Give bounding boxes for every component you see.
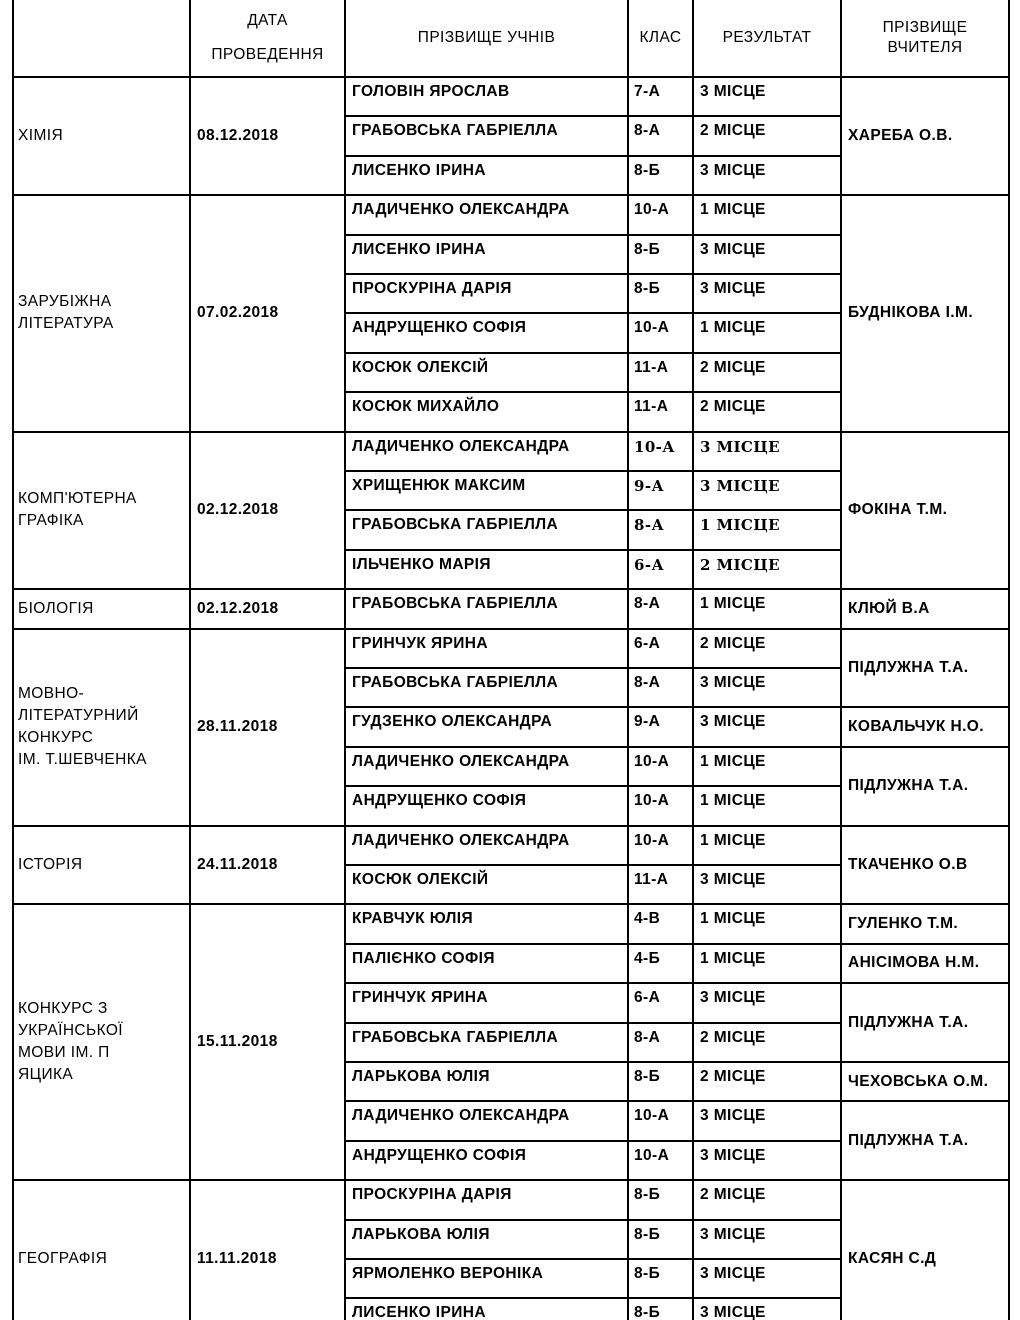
student-name-cell: ЯРМОЛЕНКО ВЕРОНІКА — [344, 1258, 629, 1299]
student-name-cell: АНДРУЩЕНКО СОФІЯ — [344, 1140, 629, 1181]
subject-cell — [12, 431, 191, 591]
class-cell: 8-Б — [627, 1061, 694, 1102]
date-cell — [189, 194, 346, 432]
result-cell: 3 МІСЦЕ — [692, 667, 842, 708]
class-cell: 8-А — [627, 1022, 694, 1063]
class-cell: 10-А — [627, 746, 694, 787]
subject-label: ІСТОРІЯ — [18, 855, 83, 873]
student-name-cell: АНДРУЩЕНКО СОФІЯ — [344, 312, 629, 353]
student-name-cell: ЛАДИЧЕНКО ОЛЕКСАНДРА — [344, 746, 629, 787]
teacher-name: КОВАЛЬЧУК Н.О. — [848, 718, 984, 736]
result-cell: 2 МІСЦЕ — [692, 352, 842, 393]
student-name-cell: ЛАРЬКОВА ЮЛІЯ — [344, 1061, 629, 1102]
class-cell: 10-А — [627, 1100, 694, 1141]
subject-cell — [12, 903, 191, 1181]
result-cell: 3 МІСЦЕ — [692, 155, 842, 196]
header-students-label: ПРІЗВИЩЕ УЧНІВ — [417, 29, 556, 46]
student-name-cell: ІЛЬЧЕНКО МАРІЯ — [344, 549, 629, 590]
result-cell: 1 МІСЦЕ — [692, 509, 842, 550]
teacher-name: ПІДЛУЖНА Т.А. — [848, 658, 969, 676]
result-cell: 1 МІСЦЕ — [692, 785, 842, 826]
teacher-name: ГУЛЕНКО Т.М. — [848, 915, 959, 933]
teacher-name: ЧЕХОВСЬКА О.М. — [848, 1072, 989, 1090]
subject-cell — [12, 588, 191, 629]
teacher-cell — [840, 825, 1010, 906]
date-label: 15.11.2018 — [197, 1033, 278, 1051]
class-cell: 6-А — [627, 982, 694, 1023]
subject-cell — [12, 76, 191, 196]
teacher-cell — [840, 1061, 1010, 1102]
teacher-name: ФОКІНА Т.М. — [848, 501, 948, 519]
teacher-cell — [840, 194, 1010, 432]
teacher-cell — [840, 431, 1010, 591]
teacher-name: ХАРЕБА О.В. — [848, 127, 953, 145]
date-cell — [189, 1179, 346, 1320]
class-cell: 7-А — [627, 76, 694, 117]
student-name-cell: ЛИСЕНКО ІРИНА — [344, 155, 629, 196]
student-name-cell: ГРАБОВСЬКА ГАБРІЕЛЛА — [344, 509, 629, 550]
subject-label: ХІМІЯ — [18, 127, 64, 145]
result-cell: 3 МІСЦЕ — [692, 1100, 842, 1141]
class-cell: 9-А — [627, 470, 694, 511]
student-name-cell: ЛАДИЧЕНКО ОЛЕКСАНДРА — [344, 825, 629, 866]
student-name-cell: ПАЛІЄНКО СОФІЯ — [344, 943, 629, 984]
student-name-cell: ГРИНЧУК ЯРИНА — [344, 628, 629, 669]
result-cell: 3 МІСЦЕ — [692, 982, 842, 1023]
student-name-cell: ГУДЗЕНКО ОЛЕКСАНДРА — [344, 706, 629, 747]
subject-cell — [12, 628, 191, 827]
class-cell: 8-Б — [627, 1258, 694, 1299]
class-cell: 8-А — [627, 667, 694, 708]
result-cell: 1 МІСЦЕ — [692, 943, 842, 984]
student-name-cell: КОСЮК ОЛЕКСІЙ — [344, 352, 629, 393]
result-cell: 2 МІСЦЕ — [692, 1179, 842, 1220]
result-cell: 2 МІСЦЕ — [692, 1022, 842, 1063]
header-subject — [12, 0, 191, 78]
result-cell: 1 МІСЦЕ — [692, 194, 842, 235]
teacher-name: ТКАЧЕНКО О.В — [848, 855, 968, 873]
result-cell: 3 МІСЦЕ — [692, 431, 842, 472]
class-cell: 8-Б — [627, 273, 694, 314]
date-label: 07.02.2018 — [197, 304, 279, 322]
student-name-cell: КОСЮК МИХАЙЛО — [344, 391, 629, 432]
class-cell: 6-А — [627, 549, 694, 590]
class-cell: 8-Б — [627, 1179, 694, 1220]
teacher-name: АНІСІМОВА Н.М. — [848, 954, 980, 972]
result-cell: 3 МІСЦЕ — [692, 706, 842, 747]
class-cell: 8-Б — [627, 234, 694, 275]
result-cell: 1 МІСЦЕ — [692, 903, 842, 944]
class-cell: 10-А — [627, 194, 694, 235]
subject-label: МОВНО- ЛІТЕРАТУРНИЙ КОНКУРС ІМ. Т.ШЕВЧЕНКА — [18, 685, 147, 769]
result-cell: 3 МІСЦЕ — [692, 76, 842, 117]
date-label: 24.11.2018 — [197, 855, 278, 873]
header-teacher — [840, 0, 1010, 78]
result-cell: 1 МІСЦЕ — [692, 588, 842, 629]
teacher-cell — [840, 903, 1010, 944]
result-cell: 3 МІСЦЕ — [692, 470, 842, 511]
teacher-name: БУДНІКОВА І.М. — [848, 304, 974, 322]
teacher-cell — [840, 1179, 1010, 1320]
student-name-cell: АНДРУЩЕНКО СОФІЯ — [344, 785, 629, 826]
class-cell: 8-Б — [627, 1219, 694, 1260]
teacher-name: ПІДЛУЖНА Т.А. — [848, 777, 969, 795]
class-cell: 8-А — [627, 588, 694, 629]
result-cell: 2 МІСЦЕ — [692, 1061, 842, 1102]
class-cell: 10-А — [627, 312, 694, 353]
result-cell: 3 МІСЦЕ — [692, 1219, 842, 1260]
teacher-name: ПІДЛУЖНА Т.А. — [848, 1131, 969, 1149]
header-class-label: КЛАС — [639, 29, 682, 46]
class-cell: 4-Б — [627, 943, 694, 984]
student-name-cell: ГРАБОВСЬКА ГАБРІЕЛЛА — [344, 115, 629, 156]
student-name-cell: КРАВЧУК ЮЛІЯ — [344, 903, 629, 944]
header-date — [189, 0, 346, 78]
subject-label: КОМП'ЮТЕРНА ГРАФІКА — [18, 490, 137, 530]
teacher-cell — [840, 746, 1010, 827]
result-cell: 2 МІСЦЕ — [692, 628, 842, 669]
date-cell — [189, 903, 346, 1181]
teacher-cell — [840, 588, 1010, 629]
header-result — [692, 0, 842, 78]
teacher-name: КЛЮЙ В.А — [848, 599, 930, 617]
teacher-name: ПІДЛУЖНА Т.А. — [848, 1013, 969, 1031]
header-class — [627, 0, 694, 78]
result-cell: 3 МІСЦЕ — [692, 1258, 842, 1299]
teacher-cell — [840, 706, 1010, 747]
result-cell: 3 МІСЦЕ — [692, 1297, 842, 1320]
student-name-cell: ЛИСЕНКО ІРИНА — [344, 234, 629, 275]
class-cell: 8-Б — [627, 1297, 694, 1320]
subject-cell — [12, 825, 191, 906]
date-label: 08.12.2018 — [197, 127, 279, 145]
header-date-label: ДАТА ПРОВЕДЕННЯ — [211, 12, 324, 63]
teacher-cell — [840, 943, 1010, 984]
subject-label: ЗАРУБІЖНА ЛІТЕРАТУРА — [18, 293, 114, 333]
subject-label: БІОЛОГІЯ — [18, 599, 94, 617]
student-name-cell: ГРАБОВСЬКА ГАБРІЕЛЛА — [344, 588, 629, 629]
class-cell: 9-А — [627, 706, 694, 747]
result-cell: 2 МІСЦЕ — [692, 549, 842, 590]
result-cell: 3 МІСЦЕ — [692, 1140, 842, 1181]
date-cell — [189, 628, 346, 827]
subject-cell — [12, 1179, 191, 1320]
class-cell: 10-А — [627, 431, 694, 472]
header-teacher-label: ПРІЗВИЩЕ ВЧИТЕЛЯ — [882, 19, 968, 56]
date-cell — [189, 431, 346, 591]
class-cell: 11-А — [627, 352, 694, 393]
date-cell — [189, 76, 346, 196]
class-cell: 4-В — [627, 903, 694, 944]
class-cell: 10-А — [627, 825, 694, 866]
result-cell: 3 МІСЦЕ — [692, 273, 842, 314]
class-cell: 11-А — [627, 864, 694, 905]
student-name-cell: ГРАБОВСЬКА ГАБРІЕЛЛА — [344, 667, 629, 708]
teacher-cell — [840, 1100, 1010, 1181]
class-cell: 10-А — [627, 785, 694, 826]
student-name-cell: КОСЮК ОЛЕКСІЙ — [344, 864, 629, 905]
date-label: 02.12.2018 — [197, 599, 279, 617]
class-cell: 8-А — [627, 115, 694, 156]
class-cell: 6-А — [627, 628, 694, 669]
date-label: 28.11.2018 — [197, 718, 278, 736]
date-label: 02.12.2018 — [197, 501, 279, 519]
subject-cell — [12, 194, 191, 432]
result-cell: 1 МІСЦЕ — [692, 746, 842, 787]
student-name-cell: ЛАДИЧЕНКО ОЛЕКСАНДРА — [344, 431, 629, 472]
student-name-cell: ГРАБОВСЬКА ГАБРІЕЛЛА — [344, 1022, 629, 1063]
header-students — [344, 0, 629, 78]
result-cell: 1 МІСЦЕ — [692, 825, 842, 866]
teacher-cell — [840, 628, 1010, 709]
teacher-cell — [840, 76, 1010, 196]
student-name-cell: ГОЛОВІН ЯРОСЛАВ — [344, 76, 629, 117]
student-name-cell: ЛАДИЧЕНКО ОЛЕКСАНДРА — [344, 194, 629, 235]
class-cell: 8-А — [627, 509, 694, 550]
result-cell: 2 МІСЦЕ — [692, 391, 842, 432]
result-cell: 3 МІСЦЕ — [692, 864, 842, 905]
teacher-cell — [840, 982, 1010, 1063]
date-cell — [189, 588, 346, 629]
result-cell: 2 МІСЦЕ — [692, 115, 842, 156]
date-cell — [189, 825, 346, 906]
result-cell: 1 МІСЦЕ — [692, 312, 842, 353]
class-cell: 11-А — [627, 391, 694, 432]
class-cell: 10-А — [627, 1140, 694, 1181]
teacher-name: КАСЯН С.Д — [848, 1249, 937, 1267]
student-name-cell: ГРИНЧУК ЯРИНА — [344, 982, 629, 1023]
student-name-cell: ХРИЩЕНЮК МАКСИМ — [344, 470, 629, 511]
subject-label: КОНКУРС З УКРАЇНСЬКОЇ МОВИ ІМ. П ЯЦИКА — [18, 1000, 123, 1084]
subject-label: ГЕОГРАФІЯ — [18, 1249, 108, 1267]
student-name-cell: ПРОСКУРІНА ДАРІЯ — [344, 1179, 629, 1220]
student-name-cell: ЛИСЕНКО ІРИНА — [344, 1297, 629, 1320]
class-cell: 8-Б — [627, 155, 694, 196]
result-cell: 3 МІСЦЕ — [692, 234, 842, 275]
student-name-cell: ЛАДИЧЕНКО ОЛЕКСАНДРА — [344, 1100, 629, 1141]
date-label: 11.11.2018 — [197, 1249, 277, 1267]
header-result-label: РЕЗУЛЬТАТ — [722, 29, 812, 46]
student-name-cell: ПРОСКУРІНА ДАРІЯ — [344, 273, 629, 314]
student-name-cell: ЛАРЬКОВА ЮЛІЯ — [344, 1219, 629, 1260]
